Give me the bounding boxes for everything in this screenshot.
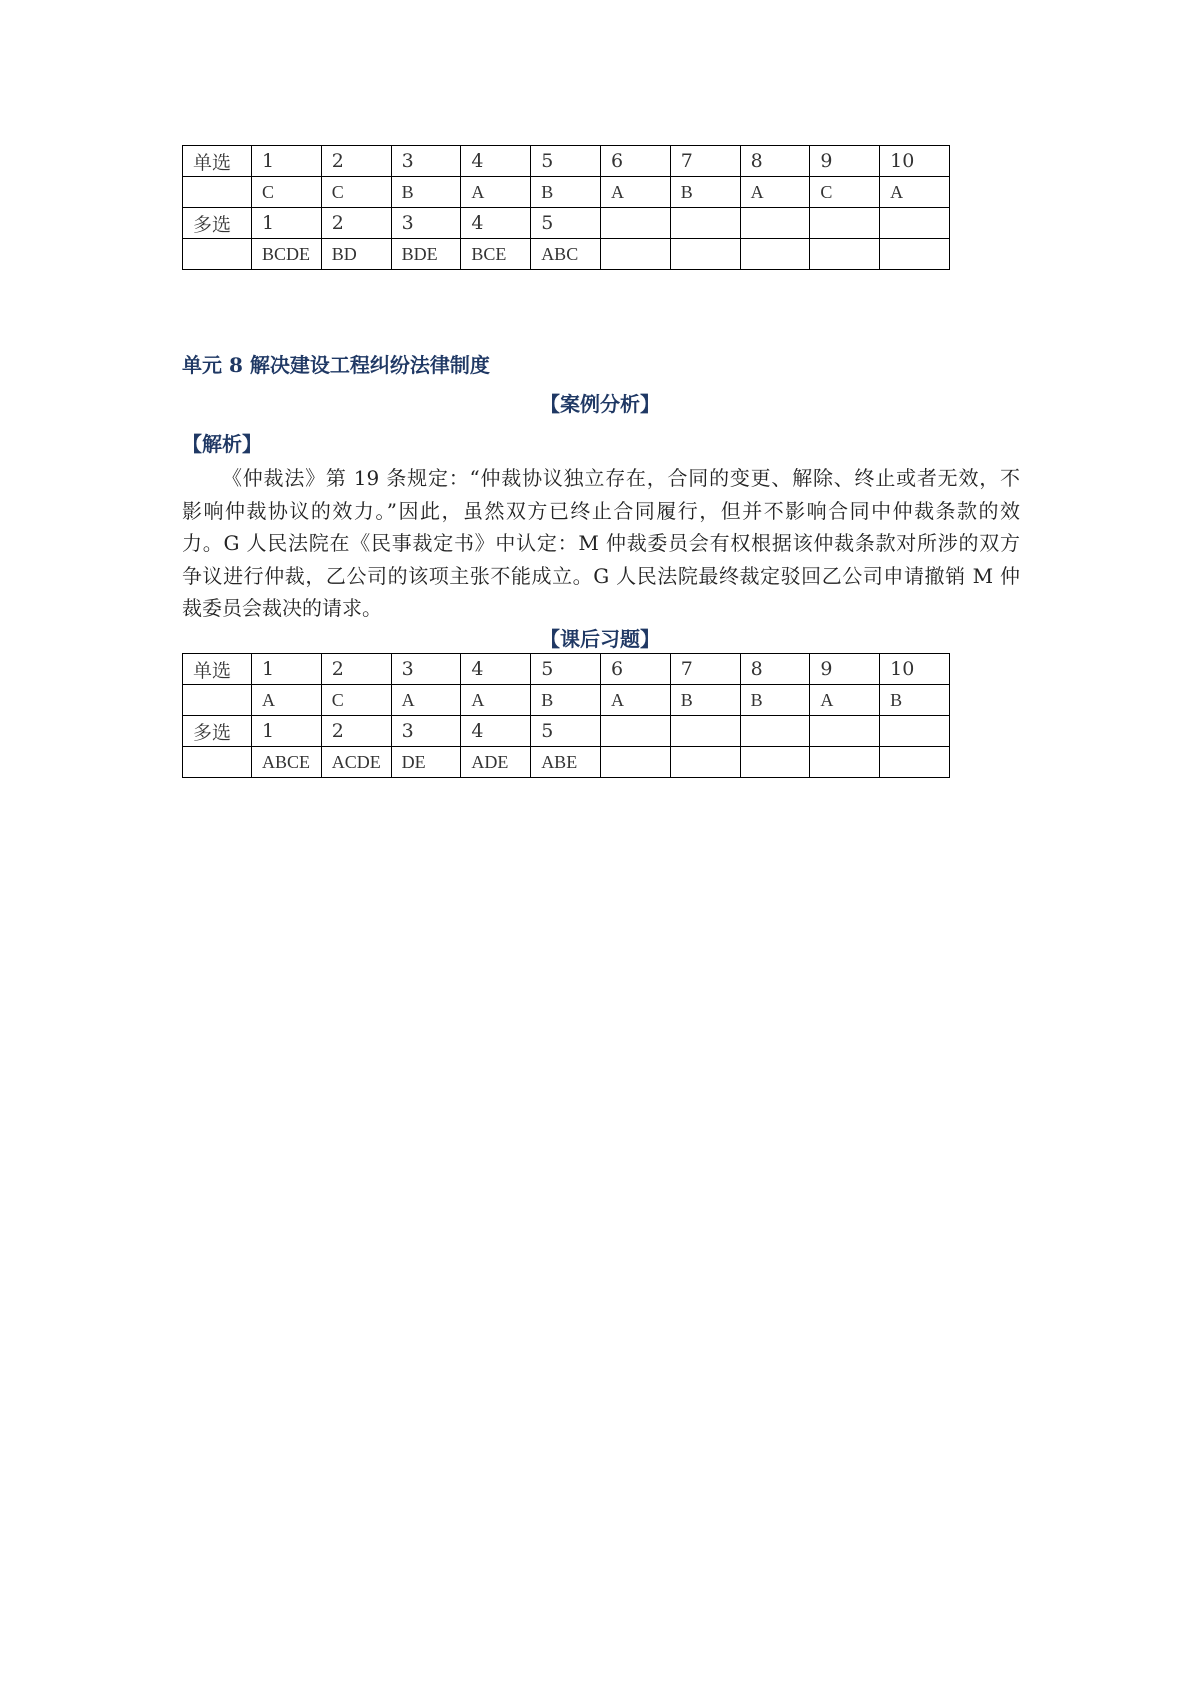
row-label [183, 239, 252, 270]
table-cell: C [810, 177, 880, 208]
table-cell: 2 [321, 654, 391, 685]
table-cell [670, 239, 740, 270]
table-cell: A [461, 177, 531, 208]
table-row [183, 747, 950, 778]
row-label [183, 747, 252, 778]
table-cell [740, 208, 810, 239]
table-cell: A [740, 177, 810, 208]
table-cell: ABCE [252, 747, 322, 778]
table-cell: A [600, 685, 670, 716]
table-cell [810, 716, 880, 747]
analysis-heading: 【解析】 [182, 432, 262, 456]
table-cell: 2 [321, 716, 391, 747]
table-row [183, 177, 950, 208]
table-cell: 4 [461, 208, 531, 239]
table-cell: 1 [252, 208, 322, 239]
table-cell: C [321, 685, 391, 716]
table-cell: ADE [461, 747, 531, 778]
table-row [183, 685, 950, 716]
table-cell: DE [391, 747, 461, 778]
table-cell: 4 [461, 654, 531, 685]
table-cell: 7 [670, 654, 740, 685]
table-cell: 2 [321, 146, 391, 177]
table-cell [880, 239, 950, 270]
answer-table-top-body [183, 146, 950, 270]
table-cell: 3 [391, 146, 461, 177]
table-cell: 3 [391, 716, 461, 747]
table-cell: 1 [252, 716, 322, 747]
answer-table-bottom-body [183, 654, 950, 778]
table-cell [880, 208, 950, 239]
table-cell: B [880, 685, 950, 716]
table-row [183, 716, 950, 747]
table-cell: 5 [531, 716, 601, 747]
table-cell: 3 [391, 208, 461, 239]
table-cell: BCDE [252, 239, 322, 270]
table-cell: 1 [252, 654, 322, 685]
table-cell [670, 747, 740, 778]
table-cell: ACDE [321, 747, 391, 778]
table-cell: 7 [670, 146, 740, 177]
table-cell: 8 [740, 146, 810, 177]
table-cell: 1 [252, 146, 322, 177]
answer-table-top [182, 145, 950, 270]
table-cell [600, 239, 670, 270]
table-cell: A [880, 177, 950, 208]
table-cell: A [461, 685, 531, 716]
table-cell: A [391, 685, 461, 716]
table-cell: 9 [810, 146, 880, 177]
table-cell: 10 [880, 146, 950, 177]
table-row [183, 239, 950, 270]
table-cell [600, 208, 670, 239]
table-cell: BDE [391, 239, 461, 270]
table-cell: 6 [600, 654, 670, 685]
exercise-heading: 【课后习题】 [540, 627, 660, 651]
answer-table-bottom [182, 653, 950, 778]
table-cell: 4 [461, 146, 531, 177]
table-cell: 4 [461, 716, 531, 747]
table-cell [600, 716, 670, 747]
table-cell: BCE [461, 239, 531, 270]
table-cell [600, 747, 670, 778]
paragraph-line: 《仲裁法》第 19 条规定：“仲裁协议独立存在，合同的变更、解除、终止或者无效，不 [222, 466, 1020, 490]
table-cell [880, 716, 950, 747]
row-label: 单选 [183, 654, 252, 685]
table-cell: B [391, 177, 461, 208]
unit-title: 单元 8 解决建设工程纠纷法律制度 [182, 353, 490, 377]
table-cell: A [810, 685, 880, 716]
table-cell [810, 747, 880, 778]
table-cell [810, 239, 880, 270]
table-cell: A [252, 685, 322, 716]
row-label [183, 177, 252, 208]
case-analysis-heading: 【案例分析】 [540, 392, 660, 416]
table-cell: 5 [531, 654, 601, 685]
analysis-paragraph [182, 462, 1020, 625]
paragraph-line: 裁委员会裁决的请求。 [182, 596, 382, 620]
table-cell: 5 [531, 146, 601, 177]
row-label: 多选 [183, 208, 252, 239]
table-cell: 6 [600, 146, 670, 177]
table-cell [880, 747, 950, 778]
table-cell: 5 [531, 208, 601, 239]
paragraph-line: 影响仲裁协议的效力。”因此，虽然双方已终止合同履行，但并不影响合同中仲裁条款的效 [182, 498, 1020, 523]
table-cell [740, 747, 810, 778]
table-cell: 10 [880, 654, 950, 685]
table-cell: B [670, 685, 740, 716]
table-row [183, 208, 950, 239]
table-cell [670, 716, 740, 747]
table-cell: B [740, 685, 810, 716]
table-row [183, 654, 950, 685]
row-label: 多选 [183, 716, 252, 747]
table-cell: 3 [391, 654, 461, 685]
row-label [183, 685, 252, 716]
paragraph-line: 争议进行仲裁，乙公司的该项主张不能成立。G 人民法院最终裁定驳回乙公司申请撤销 M 仲 [182, 563, 1020, 588]
table-cell [670, 208, 740, 239]
table-cell: 9 [810, 654, 880, 685]
table-cell: C [321, 177, 391, 208]
row-label: 单选 [183, 146, 252, 177]
table-cell [810, 208, 880, 239]
table-cell: 8 [740, 654, 810, 685]
table-row [183, 146, 950, 177]
table-cell: 2 [321, 208, 391, 239]
table-cell: ABC [531, 239, 601, 270]
paragraph-line: 力。G 人民法院在《民事裁定书》中认定：M 仲裁委员会有权根据该仲裁条款对所涉的双方 [182, 531, 1020, 555]
table-cell: C [252, 177, 322, 208]
table-cell: A [600, 177, 670, 208]
table-cell: BD [321, 239, 391, 270]
table-cell: ABE [531, 747, 601, 778]
table-cell: B [531, 177, 601, 208]
table-cell [740, 239, 810, 270]
table-cell [740, 716, 810, 747]
table-cell: B [531, 685, 601, 716]
table-cell: B [670, 177, 740, 208]
